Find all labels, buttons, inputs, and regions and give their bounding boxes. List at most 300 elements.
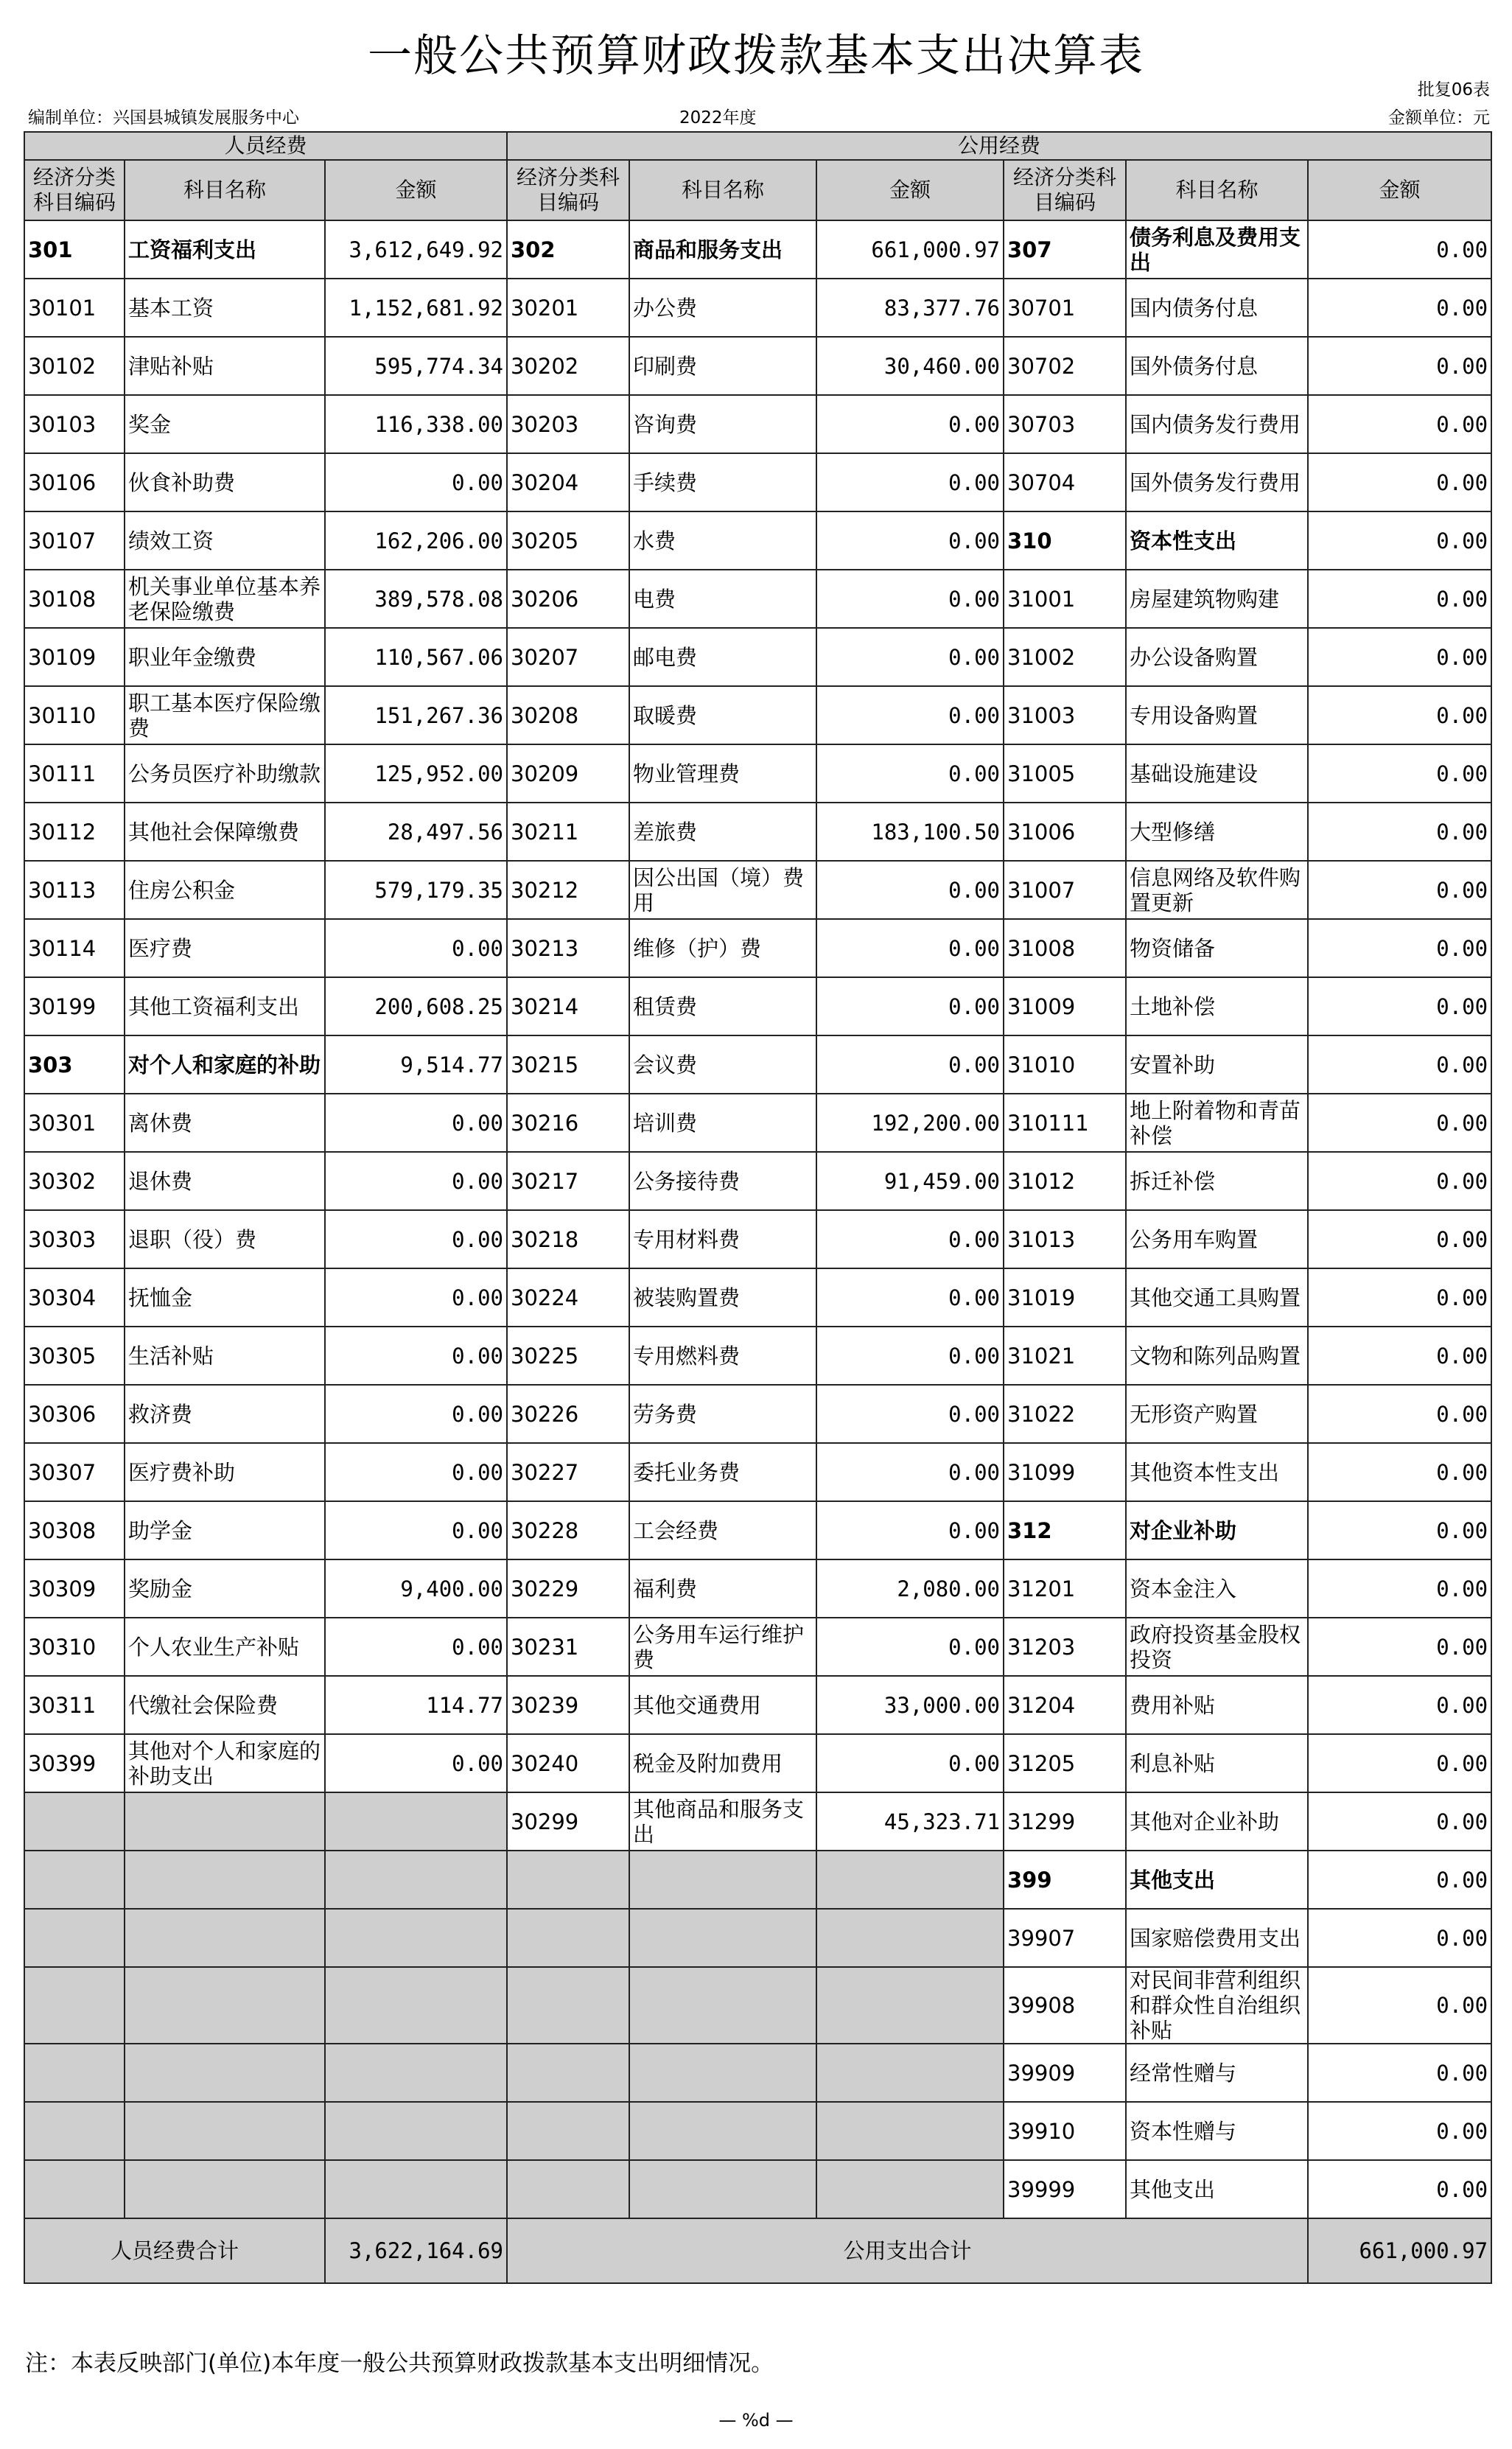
table-row (24, 395, 1491, 453)
code-cell: 31205 (1004, 1734, 1126, 1792)
table-row (24, 1792, 1491, 1851)
code-cell: 30311 (24, 1676, 125, 1734)
group-header-row (24, 132, 1491, 160)
code-cell: 30109 (24, 628, 125, 686)
amount-cell (816, 2160, 1004, 2218)
header-amount: 金额 (1308, 160, 1491, 220)
table-row (24, 337, 1491, 395)
table-row (24, 1094, 1491, 1152)
name-cell: 其他社会保障缴费 (125, 803, 325, 861)
code-cell: 30208 (507, 686, 629, 744)
code-cell: 31006 (1004, 803, 1126, 861)
code-cell: 30113 (24, 861, 125, 919)
amount-cell: 0.00 (1308, 2044, 1491, 2102)
amount-cell: 0.00 (1308, 395, 1491, 453)
code-cell: 39999 (1004, 2160, 1126, 2218)
code-cell: 31008 (1004, 919, 1126, 977)
amount-cell (325, 1792, 507, 1851)
amount-cell: 0.00 (325, 1094, 507, 1152)
header-code: 经济分类科目编码 (24, 160, 125, 220)
amount-cell: 0.00 (1308, 511, 1491, 570)
name-cell: 其他支出 (1126, 1851, 1308, 1909)
name-cell: 差旅费 (629, 803, 816, 861)
amount-cell: 0.00 (1308, 1851, 1491, 1909)
code-cell: 31003 (1004, 686, 1126, 744)
name-cell: 安置补助 (1126, 1035, 1308, 1094)
amount-cell: 0.00 (1308, 1035, 1491, 1094)
table-row (24, 511, 1491, 570)
header-code: 经济分类科目编码 (507, 160, 629, 220)
amount-cell: 0.00 (325, 1734, 507, 1792)
code-cell: 302 (507, 220, 629, 279)
code-cell: 30110 (24, 686, 125, 744)
code-cell: 30201 (507, 279, 629, 337)
name-cell (125, 1967, 325, 2044)
code-cell: 30226 (507, 1385, 629, 1443)
code-cell: 30301 (24, 1094, 125, 1152)
amount-cell: 9,400.00 (325, 1559, 507, 1618)
code-cell: 30224 (507, 1268, 629, 1327)
name-cell: 退休费 (125, 1152, 325, 1210)
name-cell: 土地补偿 (1126, 977, 1308, 1035)
name-cell: 政府投资基金股权投资 (1126, 1618, 1308, 1676)
code-cell: 30212 (507, 861, 629, 919)
code-cell: 30240 (507, 1734, 629, 1792)
code-cell: 30214 (507, 977, 629, 1035)
code-cell: 30308 (24, 1501, 125, 1559)
table-row (24, 1559, 1491, 1618)
code-cell (24, 1909, 125, 1967)
amount-cell: 0.00 (816, 1443, 1004, 1501)
amount-cell: 0.00 (816, 1501, 1004, 1559)
name-cell: 专用燃料费 (629, 1327, 816, 1385)
amount-cell: 0.00 (816, 1268, 1004, 1327)
amount-cell (325, 2044, 507, 2102)
name-cell: 工资福利支出 (125, 220, 325, 279)
amount-cell: 0.00 (325, 1268, 507, 1327)
amount-cell: 162,206.00 (325, 511, 507, 570)
code-cell: 30107 (24, 511, 125, 570)
name-cell: 文物和陈列品购置 (1126, 1327, 1308, 1385)
amount-cell: 0.00 (1308, 220, 1491, 279)
code-cell: 39908 (1004, 1967, 1126, 2044)
name-cell: 无形资产购置 (1126, 1385, 1308, 1443)
name-cell: 其他交通费用 (629, 1676, 816, 1734)
name-cell: 国外债务付息 (1126, 337, 1308, 395)
code-cell: 30101 (24, 279, 125, 337)
table-row (24, 1385, 1491, 1443)
amount-cell: 0.00 (325, 1327, 507, 1385)
table-row (24, 628, 1491, 686)
name-cell (629, 1851, 816, 1909)
name-cell: 水费 (629, 511, 816, 570)
name-cell: 助学金 (125, 1501, 325, 1559)
personnel-total-amount: 3,622,164.69 (325, 2218, 507, 2283)
amount-cell: 0.00 (816, 744, 1004, 803)
public-total-amount: 661,000.97 (1308, 2218, 1491, 2283)
code-cell (24, 2044, 125, 2102)
code-cell: 30216 (507, 1094, 629, 1152)
amount-cell: 0.00 (816, 1210, 1004, 1268)
code-cell: 30206 (507, 570, 629, 628)
name-cell: 国家赔偿费用支出 (1126, 1909, 1308, 1967)
code-cell: 303 (24, 1035, 125, 1094)
name-cell: 医疗费补助 (125, 1443, 325, 1501)
table-row (24, 861, 1491, 919)
amount-cell: 0.00 (1308, 1268, 1491, 1327)
name-cell: 抚恤金 (125, 1268, 325, 1327)
code-cell: 30704 (1004, 453, 1126, 511)
amount-cell: 579,179.35 (325, 861, 507, 919)
table-row (24, 279, 1491, 337)
name-cell: 奖励金 (125, 1559, 325, 1618)
code-cell: 30306 (24, 1385, 125, 1443)
code-cell: 30202 (507, 337, 629, 395)
name-cell: 因公出国（境）费用 (629, 861, 816, 919)
amount-cell: 0.00 (1308, 1094, 1491, 1152)
name-cell: 绩效工资 (125, 511, 325, 570)
name-cell (125, 2160, 325, 2218)
name-cell: 培训费 (629, 1094, 816, 1152)
code-cell: 31204 (1004, 1676, 1126, 1734)
table-row (24, 570, 1491, 628)
name-cell (629, 2102, 816, 2160)
code-cell (507, 1851, 629, 1909)
name-cell: 住房公积金 (125, 861, 325, 919)
name-cell: 公务接待费 (629, 1152, 816, 1210)
code-cell: 30310 (24, 1618, 125, 1676)
amount-cell: 0.00 (325, 1501, 507, 1559)
table-row (24, 453, 1491, 511)
name-cell: 办公设备购置 (1126, 628, 1308, 686)
name-cell: 会议费 (629, 1035, 816, 1094)
code-cell: 30303 (24, 1210, 125, 1268)
amount-cell: 183,100.50 (816, 803, 1004, 861)
name-cell: 其他商品和服务支出 (629, 1792, 816, 1851)
code-cell: 31099 (1004, 1443, 1126, 1501)
name-cell: 印刷费 (629, 337, 816, 395)
form-number: 批复06表 (1417, 80, 1490, 99)
table-row (24, 686, 1491, 744)
name-cell: 国内债务付息 (1126, 279, 1308, 337)
code-cell: 31010 (1004, 1035, 1126, 1094)
amount-cell: 389,578.08 (325, 570, 507, 628)
amount-cell (816, 1967, 1004, 2044)
code-cell: 31203 (1004, 1618, 1126, 1676)
amount-cell: 33,000.00 (816, 1676, 1004, 1734)
amount-cell (816, 1909, 1004, 1967)
name-cell: 离休费 (125, 1094, 325, 1152)
amount-cell (816, 2102, 1004, 2160)
amount-cell: 0.00 (325, 1210, 507, 1268)
code-cell: 31009 (1004, 977, 1126, 1035)
amount-cell: 0.00 (1308, 1909, 1491, 1967)
amount-cell: 0.00 (1308, 803, 1491, 861)
name-cell: 委托业务费 (629, 1443, 816, 1501)
amount-cell: 0.00 (1308, 628, 1491, 686)
amount-cell: 0.00 (1308, 1559, 1491, 1618)
name-cell: 拆迁补偿 (1126, 1152, 1308, 1210)
table-row (24, 1618, 1491, 1676)
name-cell: 物资储备 (1126, 919, 1308, 977)
name-cell: 救济费 (125, 1385, 325, 1443)
table-row (24, 919, 1491, 977)
amount-cell (816, 2044, 1004, 2102)
name-cell: 奖金 (125, 395, 325, 453)
code-cell: 39910 (1004, 2102, 1126, 2160)
code-cell: 30225 (507, 1327, 629, 1385)
amount-cell: 200,608.25 (325, 977, 507, 1035)
name-cell: 租赁费 (629, 977, 816, 1035)
code-cell (24, 1792, 125, 1851)
code-cell (507, 2160, 629, 2218)
amount-cell: 0.00 (816, 919, 1004, 977)
amount-cell: 114.77 (325, 1676, 507, 1734)
amount-cell: 45,323.71 (816, 1792, 1004, 1851)
name-cell: 邮电费 (629, 628, 816, 686)
amount-cell: 0.00 (816, 1734, 1004, 1792)
name-cell: 维修（护）费 (629, 919, 816, 977)
amount-cell: 125,952.00 (325, 744, 507, 803)
table-row (24, 1152, 1491, 1210)
amount-cell: 0.00 (816, 628, 1004, 686)
code-cell: 30204 (507, 453, 629, 511)
amount-cell: 0.00 (325, 1443, 507, 1501)
amount-cell: 0.00 (1308, 1501, 1491, 1559)
name-cell: 公务用车运行维护费 (629, 1618, 816, 1676)
currency-unit: 金额单位：元 (1388, 108, 1490, 127)
code-cell: 31013 (1004, 1210, 1126, 1268)
name-cell: 其他工资福利支出 (125, 977, 325, 1035)
name-cell: 福利费 (629, 1559, 816, 1618)
amount-cell: 0.00 (816, 1385, 1004, 1443)
amount-cell: 0.00 (816, 1618, 1004, 1676)
column-header-row (24, 160, 1491, 220)
amount-cell (816, 1851, 1004, 1909)
name-cell (629, 1909, 816, 1967)
amount-cell: 151,267.36 (325, 686, 507, 744)
name-cell: 经常性赠与 (1126, 2044, 1308, 2102)
amount-cell: 0.00 (816, 977, 1004, 1035)
amount-cell: 0.00 (1308, 453, 1491, 511)
name-cell: 基础设施建设 (1126, 744, 1308, 803)
code-cell: 30112 (24, 803, 125, 861)
code-cell (507, 2102, 629, 2160)
amount-cell: 0.00 (816, 453, 1004, 511)
amount-cell: 0.00 (1308, 977, 1491, 1035)
header-amount: 金额 (816, 160, 1004, 220)
name-cell: 物业管理费 (629, 744, 816, 803)
header-amount: 金额 (325, 160, 507, 220)
code-cell: 31005 (1004, 744, 1126, 803)
name-cell: 工会经费 (629, 1501, 816, 1559)
code-cell: 30102 (24, 337, 125, 395)
name-cell (629, 2044, 816, 2102)
amount-cell: 0.00 (816, 570, 1004, 628)
table-row (24, 744, 1491, 803)
code-cell: 30205 (507, 511, 629, 570)
code-cell: 30217 (507, 1152, 629, 1210)
amount-cell (325, 1909, 507, 1967)
amount-cell: 83,377.76 (816, 279, 1004, 337)
code-cell: 30106 (24, 453, 125, 511)
name-cell: 被装购置费 (629, 1268, 816, 1327)
name-cell (125, 2102, 325, 2160)
name-cell (629, 2160, 816, 2218)
code-cell: 30199 (24, 977, 125, 1035)
code-cell: 30229 (507, 1559, 629, 1618)
code-cell: 30702 (1004, 337, 1126, 395)
code-cell: 30203 (507, 395, 629, 453)
amount-cell: 0.00 (325, 453, 507, 511)
amount-cell: 0.00 (816, 686, 1004, 744)
table-row (24, 1851, 1491, 1909)
fiscal-year: 2022年度 (679, 108, 757, 127)
name-cell: 公务用车购置 (1126, 1210, 1308, 1268)
name-cell: 医疗费 (125, 919, 325, 977)
amount-cell: 0.00 (1308, 337, 1491, 395)
amount-cell: 661,000.97 (816, 220, 1004, 279)
table-row (24, 1676, 1491, 1734)
amount-cell: 0.00 (1308, 744, 1491, 803)
amount-cell: 0.00 (1308, 1385, 1491, 1443)
code-cell: 30399 (24, 1734, 125, 1792)
amount-cell: 0.00 (1308, 2102, 1491, 2160)
name-cell: 信息网络及软件购置更新 (1126, 861, 1308, 919)
code-cell: 301 (24, 220, 125, 279)
amount-cell: 0.00 (816, 1035, 1004, 1094)
code-cell: 399 (1004, 1851, 1126, 1909)
name-cell: 津贴补贴 (125, 337, 325, 395)
amount-cell: 0.00 (1308, 1792, 1491, 1851)
code-cell (24, 1851, 125, 1909)
name-cell: 职业年金缴费 (125, 628, 325, 686)
code-cell: 30305 (24, 1327, 125, 1385)
name-cell: 房屋建筑物购建 (1126, 570, 1308, 628)
amount-cell (325, 2102, 507, 2160)
amount-cell: 0.00 (1308, 1734, 1491, 1792)
name-cell: 地上附着物和青苗补偿 (1126, 1094, 1308, 1152)
code-cell: 30703 (1004, 395, 1126, 453)
amount-cell: 0.00 (1308, 1967, 1491, 2044)
table-row (24, 2044, 1491, 2102)
amount-cell: 2,080.00 (816, 1559, 1004, 1618)
amount-cell: 0.00 (325, 1618, 507, 1676)
name-cell: 生活补贴 (125, 1327, 325, 1385)
code-cell (507, 2044, 629, 2102)
code-cell: 31019 (1004, 1268, 1126, 1327)
table-row (24, 1443, 1491, 1501)
table-row (24, 1268, 1491, 1327)
name-cell: 国外债务发行费用 (1126, 453, 1308, 511)
code-cell: 30111 (24, 744, 125, 803)
name-cell: 其他对企业补助 (1126, 1792, 1308, 1851)
name-cell: 专用材料费 (629, 1210, 816, 1268)
totals-row (24, 2218, 1491, 2283)
name-cell: 公务员医疗补助缴款 (125, 744, 325, 803)
amount-cell: 116,338.00 (325, 395, 507, 453)
table-row (24, 2102, 1491, 2160)
code-cell: 31012 (1004, 1152, 1126, 1210)
name-cell: 退职（役）费 (125, 1210, 325, 1268)
amount-cell: 91,459.00 (816, 1152, 1004, 1210)
amount-cell: 3,612,649.92 (325, 220, 507, 279)
code-cell: 310111 (1004, 1094, 1126, 1152)
name-cell: 伙食补助费 (125, 453, 325, 511)
group-public: 公用经费 (507, 132, 1491, 160)
code-cell (507, 1909, 629, 1967)
amount-cell: 595,774.34 (325, 337, 507, 395)
page-title: 一般公共预算财政拨款基本支出决算表 (368, 30, 1144, 82)
name-cell: 劳务费 (629, 1385, 816, 1443)
amount-cell: 0.00 (325, 919, 507, 977)
name-cell: 基本工资 (125, 279, 325, 337)
amount-cell: 0.00 (1308, 1152, 1491, 1210)
expenditure-table (24, 131, 1492, 2284)
name-cell: 费用补贴 (1126, 1676, 1308, 1734)
amount-cell: 110,567.06 (325, 628, 507, 686)
name-cell: 税金及附加费用 (629, 1734, 816, 1792)
amount-cell: 0.00 (816, 511, 1004, 570)
code-cell: 30209 (507, 744, 629, 803)
name-cell (125, 1792, 325, 1851)
name-cell: 其他支出 (1126, 2160, 1308, 2218)
name-cell: 对企业补助 (1126, 1501, 1308, 1559)
table-row (24, 2160, 1491, 2218)
name-cell (125, 1851, 325, 1909)
name-cell: 资本性赠与 (1126, 2102, 1308, 2160)
header-name: 科目名称 (629, 160, 816, 220)
code-cell: 30309 (24, 1559, 125, 1618)
amount-cell: 0.00 (1308, 861, 1491, 919)
name-cell: 其他交通工具购置 (1126, 1268, 1308, 1327)
name-cell: 商品和服务支出 (629, 220, 816, 279)
personnel-total-label: 人员经费合计 (24, 2218, 325, 2283)
name-cell: 利息补贴 (1126, 1734, 1308, 1792)
table-row (24, 1734, 1491, 1792)
amount-cell: 0.00 (325, 1152, 507, 1210)
name-cell: 机关事业单位基本养老保险缴费 (125, 570, 325, 628)
amount-cell: 0.00 (325, 1385, 507, 1443)
code-cell: 30215 (507, 1035, 629, 1094)
name-cell: 其他资本性支出 (1126, 1443, 1308, 1501)
amount-cell: 192,200.00 (816, 1094, 1004, 1152)
code-cell: 31299 (1004, 1792, 1126, 1851)
amount-cell: 30,460.00 (816, 337, 1004, 395)
amount-cell: 0.00 (816, 861, 1004, 919)
code-cell: 31002 (1004, 628, 1126, 686)
amount-cell: 0.00 (1308, 570, 1491, 628)
name-cell: 大型修缮 (1126, 803, 1308, 861)
group-personnel: 人员经费 (24, 132, 507, 160)
code-cell: 30304 (24, 1268, 125, 1327)
code-cell: 30228 (507, 1501, 629, 1559)
page-footer: — %d — (718, 2410, 794, 2431)
code-cell: 31022 (1004, 1385, 1126, 1443)
code-cell: 312 (1004, 1501, 1126, 1559)
name-cell (629, 1967, 816, 2044)
name-cell: 手续费 (629, 453, 816, 511)
name-cell: 取暖费 (629, 686, 816, 744)
name-cell: 办公费 (629, 279, 816, 337)
header-name: 科目名称 (125, 160, 325, 220)
amount-cell: 9,514.77 (325, 1035, 507, 1094)
code-cell: 30231 (507, 1618, 629, 1676)
amount-cell: 0.00 (1308, 1676, 1491, 1734)
code-cell (24, 2102, 125, 2160)
code-cell: 30307 (24, 1443, 125, 1501)
amount-cell (325, 1851, 507, 1909)
